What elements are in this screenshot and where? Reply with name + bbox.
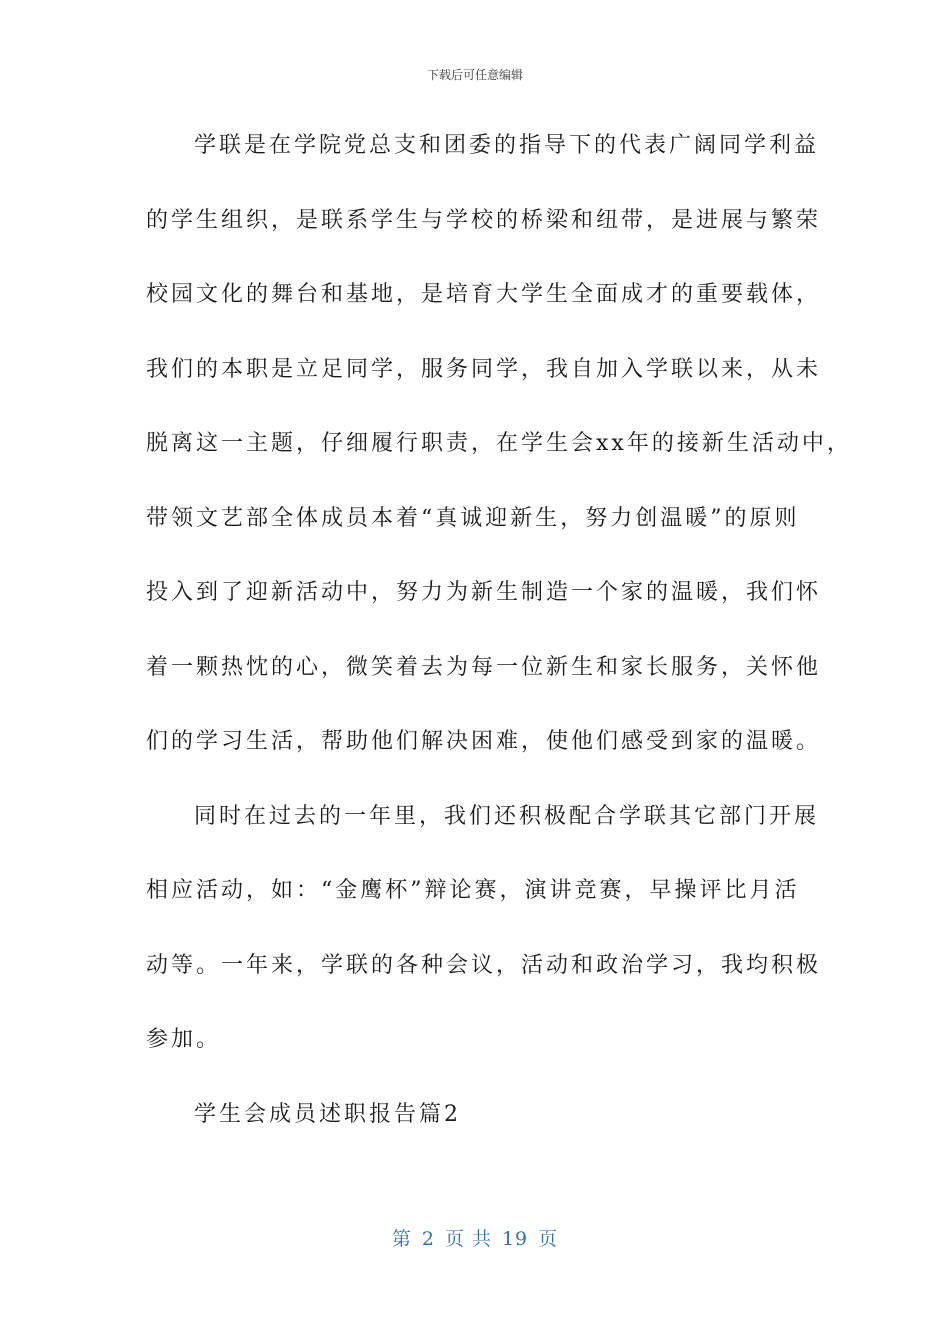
paragraph-line: 动等。一年来，学联的各种会议，活动和政治学习，我均积极: [146, 952, 822, 978]
page-number-current: 2: [421, 1228, 435, 1250]
paragraph-line: 们的学习生活，帮助他们解决困难，使他们感受到家的温暖。: [146, 729, 822, 754]
paragraph-line: 校园文化的舞台和基地，是培育大学生全面成才的重要载体，: [146, 282, 822, 307]
paragraph-line: 着一颗热忱的心，微笑着去为每一位新生和家长服务，关怀他: [146, 654, 822, 680]
paragraph-line: 脱离这一主题，仔细履行职责，在学生会xx年的接新生活动中，: [146, 431, 852, 456]
paragraph-line: 相应活动，如：“金鹰杯”辩论赛，演讲竞赛，早操评比月活: [146, 878, 800, 903]
paragraph-line: 参加。: [146, 1027, 222, 1052]
paragraph-line: 同时在过去的一年里，我们还积极配合学联其它部门开展: [194, 803, 820, 829]
document-body: [146, 126, 852, 1169]
section-heading: 学生会成员述职报告篇2: [194, 1101, 461, 1127]
page-number-prefix: 第: [391, 1228, 412, 1250]
page-number: [0, 1224, 950, 1251]
paragraph-line: 的学生组织，是联系学生与学校的桥梁和纽带，是进展与繁荣: [146, 207, 822, 233]
paragraph-line: 带领文艺部全体成员本着“真诚迎新生，努力创温暖”的原则: [146, 505, 800, 531]
paragraph-line: 我们的本职是立足同学，服务同学，我自加入学联以来，从未: [146, 356, 822, 382]
page-number-suffix: 页: [538, 1228, 559, 1250]
paragraph-line: 学联是在学院党总支和团委的指导下的代表广阔同学利益: [194, 133, 820, 158]
paragraph-line: 投入到了迎新活动中，努力为新生制造一个家的温暖，我们怀: [146, 580, 822, 605]
page-number-total: 19: [501, 1228, 529, 1250]
page-number-middle: 页 共: [444, 1228, 492, 1250]
page-header: 下载后可任意编辑: [426, 68, 523, 82]
